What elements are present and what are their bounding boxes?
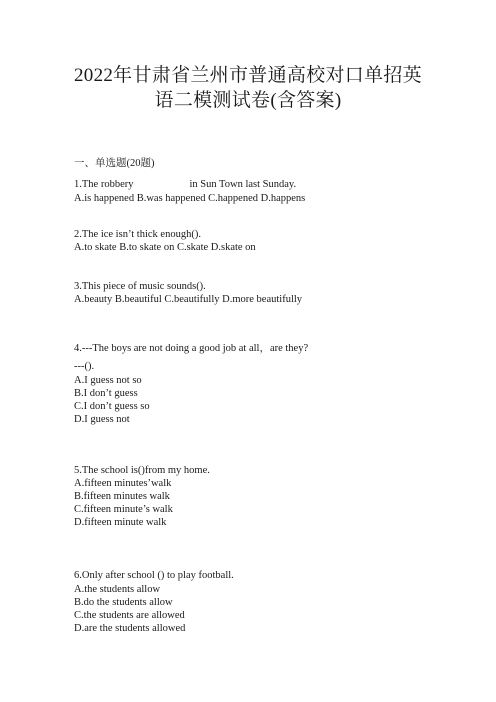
question-4-option-d: D.I guess not: [74, 414, 130, 425]
question-6-option-c: C.the students are allowed: [74, 610, 185, 621]
question-1-options: A.is happened B.was happened C.happened D.happens: [74, 193, 306, 204]
question-4-option-a: A.I guess not so: [74, 375, 142, 386]
question-4-option-b: B.I don’t guess: [74, 388, 138, 399]
question-4-option-c: C.I don’t guess so: [74, 401, 150, 412]
question-5-option-c: C.fifteen minute’s walk: [74, 504, 173, 515]
question-4-stem: 4.---The boys are not doing a good job at all，are they?: [74, 343, 309, 354]
question-2-options: A.to skate B.to skate on C.skate D.skate on: [74, 242, 256, 253]
question-3-stem: 3.This piece of music sounds().: [74, 281, 206, 292]
question-1-stem-start: 1.The robbery: [74, 179, 134, 190]
question-6-stem: 6.Only after school () to play football.: [74, 570, 234, 581]
question-5-stem: 5.The school is()from my home.: [74, 465, 210, 476]
document-title-line-2: 语二模测试卷(含答案): [154, 90, 342, 111]
question-5-option-d: D.fifteen minute walk: [74, 517, 167, 528]
question-6-option-a: A.the students allow: [74, 584, 161, 595]
question-3-options: A.beauty B.beautiful C.beautifully D.more beautifully: [74, 294, 303, 305]
question-1-stem: [74, 178, 296, 191]
question-6-option-b: B.do the students allow: [74, 597, 173, 608]
section-heading: 一、单选题(20题): [74, 158, 155, 169]
question-2-stem: 2.The ice isn’t thick enough().: [74, 229, 201, 240]
question-5-option-a: A.fifteen minutes’walk: [74, 478, 172, 489]
question-6-option-d: D.are the students allowed: [74, 623, 186, 634]
question-1-stem-end: in Sun Town last Sunday.: [189, 179, 297, 190]
question-5-option-b: B.fifteen minutes walk: [74, 491, 170, 502]
document-title-line-1: 2022年甘肃省兰州市普通高校对口单招英: [73, 65, 422, 86]
question-4-reply: ---().: [74, 361, 95, 372]
